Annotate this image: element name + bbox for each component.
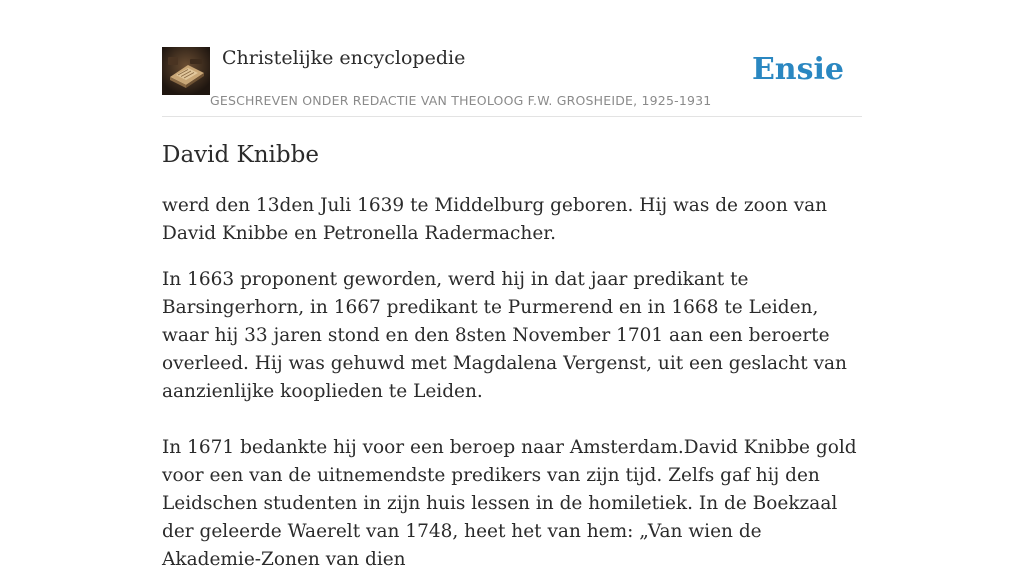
site-subtitle: GESCHREVEN ONDER REDACTIE VAN THEOLOOG F.W. GROSHEIDE, 1925-1931 bbox=[210, 93, 712, 108]
article-paragraph: In 1671 bedankte hij voor een beroep naar Amsterdam.David Knibbe gold voor een van de uitnemendste predikers van zijn tijd. Zelfs gaf hij den Leidschen studenten in zijn huis lessen in de homiletiek. In de Boekzaal der geleerde Waerelt van 1748, heet het van hem: „Van wien de Akademie-Zonen van dien bbox=[162, 437, 857, 570]
site-title[interactable]: Christelijke encyclopedie bbox=[222, 47, 466, 69]
page-container bbox=[162, 0, 862, 570]
article-paragraph: In 1663 proponent geworden, werd hij in dat jaar predikant te Barsingerhorn, in 1667 predikant te Purmerend en in 1668 te Leiden, waar hij 33 jaren stond en den 8sten November 1701 aan een beroerte overleed. Hij was gehuwd met Magdalena Vergenst, uit een geslacht van aanzienlijke kooplieden te Leiden. bbox=[162, 269, 847, 402]
book-photo-icon bbox=[162, 47, 210, 95]
ensie-logo-link[interactable]: Ensie bbox=[751, 52, 844, 87]
article-paragraph: werd den 13den Juli 1639 te Middelburg geboren. Hij was de zoon van David Knibbe en Petronella Radermacher. bbox=[162, 195, 828, 244]
article-body bbox=[162, 192, 862, 574]
site-header bbox=[162, 0, 862, 117]
article-title: David Knibbe bbox=[162, 142, 319, 168]
site-avatar[interactable] bbox=[162, 47, 210, 95]
